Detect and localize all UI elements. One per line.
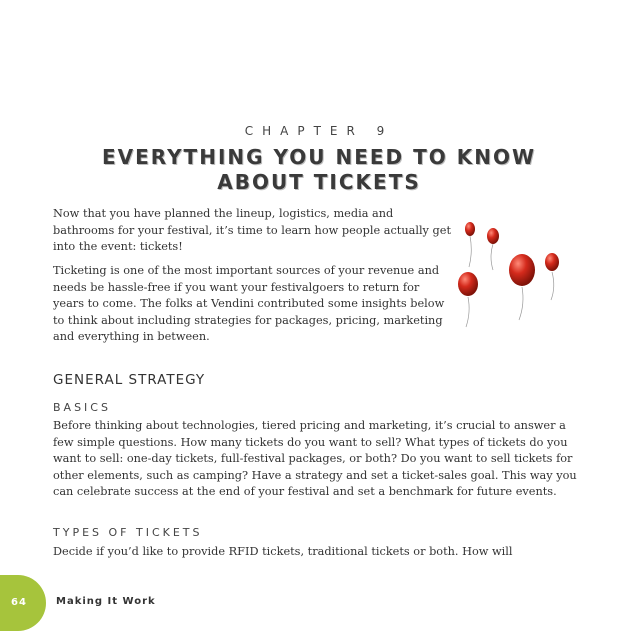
types-of-tickets-paragraph: Decide if you’d like to provide RFID tickets, traditional tickets or both. How will xyxy=(53,545,513,558)
footer-section-label: Making It Work xyxy=(56,596,156,607)
page-number: 64 xyxy=(11,597,27,608)
chapter-label: CHAPTER 9 xyxy=(244,124,394,138)
balloon-icon xyxy=(509,254,535,320)
intro-paragraph-2: Ticketing is one of the most important sources of your revenue and needs be hassle-free if you want your festivalgoers to return for years to come. The folks at Vendini contributed some insights below to think about including strategies for packages, pricing, marketing and everything in between. xyxy=(53,264,445,343)
chapter-title-line-2: ABOUT TICKETS xyxy=(217,170,421,194)
balloon-icon xyxy=(487,228,499,270)
subheading-basics: BASICS xyxy=(53,401,111,414)
balloon-icon xyxy=(458,272,478,327)
balloon-icon xyxy=(465,222,475,267)
basics-paragraph: Before thinking about technologies, tiered pricing and marketing, it’s crucial to answer a few simple questions. How many tickets do you want to sell? What types of tickets do you want to sell: one-day tickets, full-festival packages, or both? Do you want to sell tickets for other elements, such as camping? Have a strategy and set a ticket-sales goal. This way you can celebrate success at the end of your festival and set a benchmark for future events. xyxy=(53,419,577,498)
balloon-icon xyxy=(545,253,559,300)
section-heading-general-strategy: GENERAL STRATEGY xyxy=(53,372,206,388)
chapter-title-line-1: EVERYTHING YOU NEED TO KNOW xyxy=(101,145,537,169)
subheading-types-of-tickets: TYPES OF TICKETS xyxy=(53,526,203,539)
red-balloons-icon xyxy=(455,212,585,337)
chapter-title xyxy=(0,145,638,195)
intro-paragraph-1: Now that you have planned the lineup, logistics, media and bathrooms for your festival, it’s time to learn how people actually get into the event: tickets! xyxy=(53,207,451,253)
